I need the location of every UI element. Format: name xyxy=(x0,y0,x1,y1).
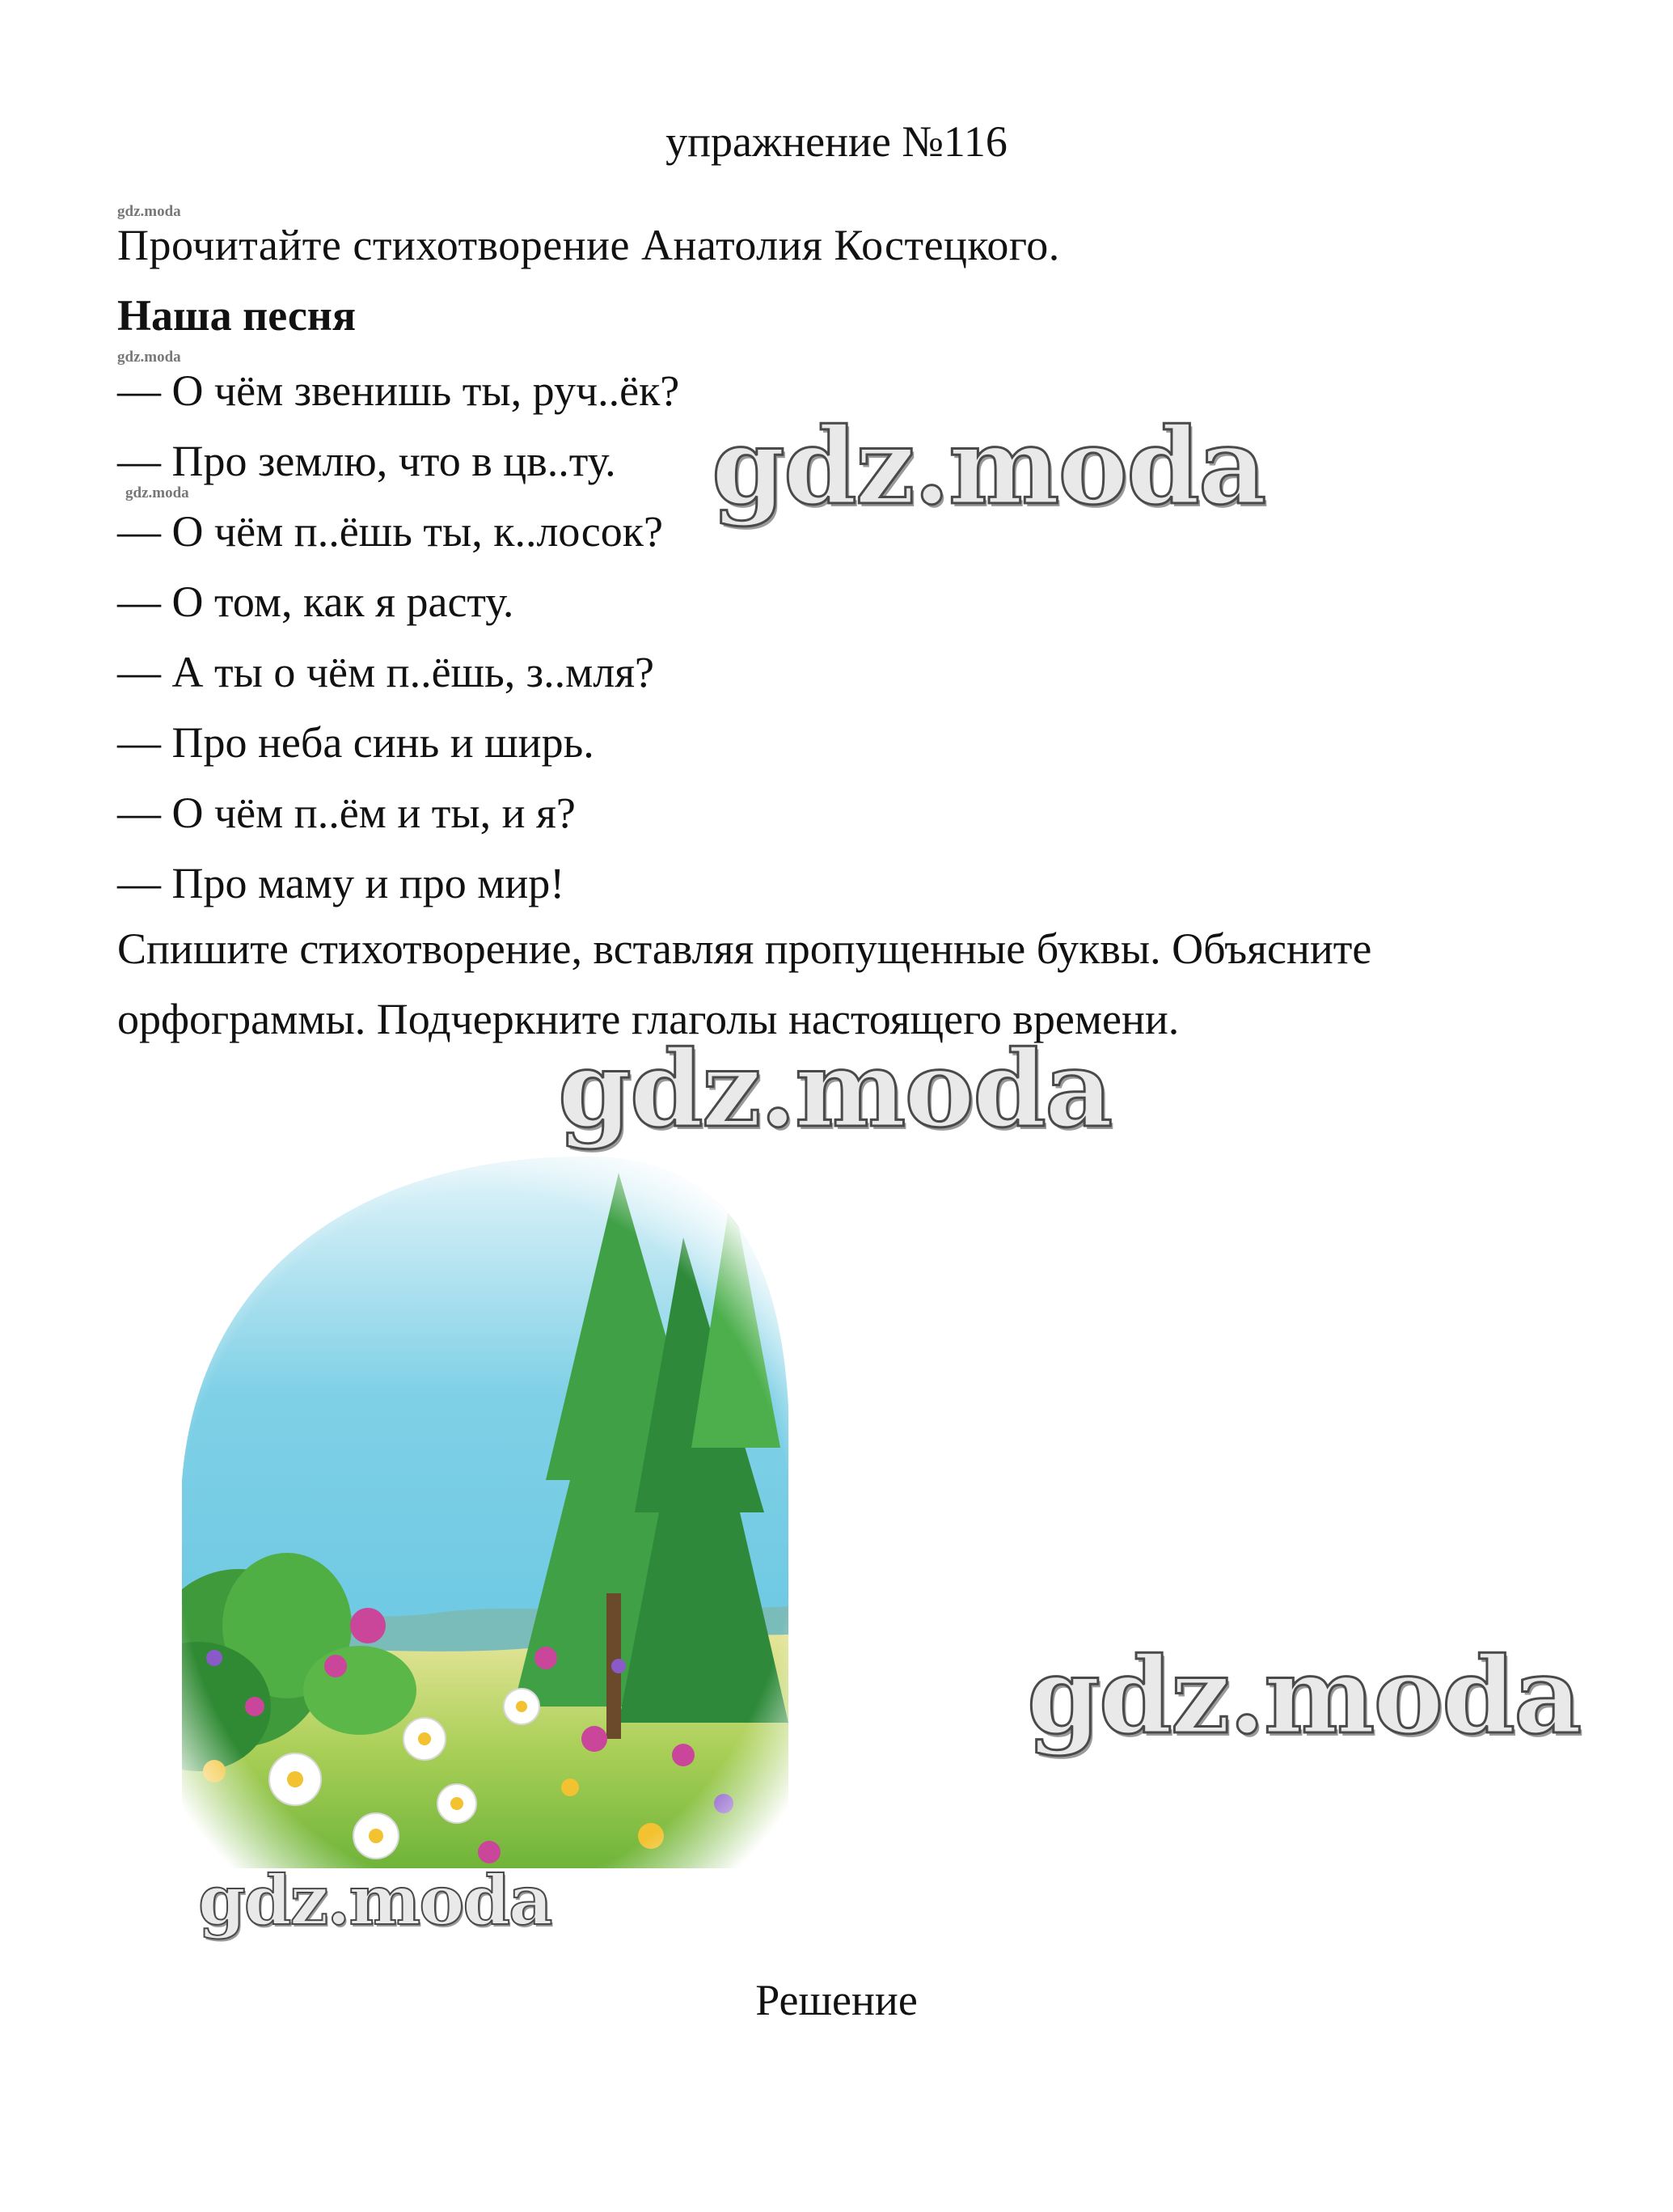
poem-title: Наша песня xyxy=(117,291,357,340)
solution-label: Решение xyxy=(755,1976,918,2024)
meadow-illustration xyxy=(166,1140,805,1868)
intro-text: Прочитайте стихотворение Анатолия Костецкого. xyxy=(117,221,1060,269)
exercise-title: упражнение №116 xyxy=(665,117,1008,166)
poem-line: — Про неба синь и ширь. xyxy=(117,718,594,767)
poem-line: — Про землю, что в цв..ту. xyxy=(117,437,616,485)
small-watermark: gdz.moda xyxy=(117,349,181,366)
watermark-logo: gdz.moda xyxy=(198,1860,551,1940)
poem-lines xyxy=(117,356,679,919)
poem-line: — О чём п..ём и ты, и я? xyxy=(117,789,576,837)
poem-line: — О чём звенишь ты, руч..ёк? xyxy=(117,366,680,415)
small-watermark: gdz.moda xyxy=(117,203,181,220)
watermark-logo: gdz.moda xyxy=(712,404,1265,528)
small-watermark: gdz.moda xyxy=(125,484,189,501)
task-text: Спишите стихотворение, вставляя пропущенные буквы. Объясните орфограммы. Подчеркните глаголы настоящего времени. xyxy=(117,924,1372,1043)
poem-line: — А ты о чём п..ёшь, з..мля? xyxy=(117,648,655,696)
poem-line: — О чём п..ёшь ты, к..лосок? xyxy=(117,507,663,556)
poem-line: — Про маму и про мир! xyxy=(117,859,565,907)
poem-line: — О том, как я расту. xyxy=(117,577,514,626)
watermark-logo: gdz.moda xyxy=(558,1027,1112,1151)
watermark-logo: gdz.moda xyxy=(1027,1634,1581,1757)
